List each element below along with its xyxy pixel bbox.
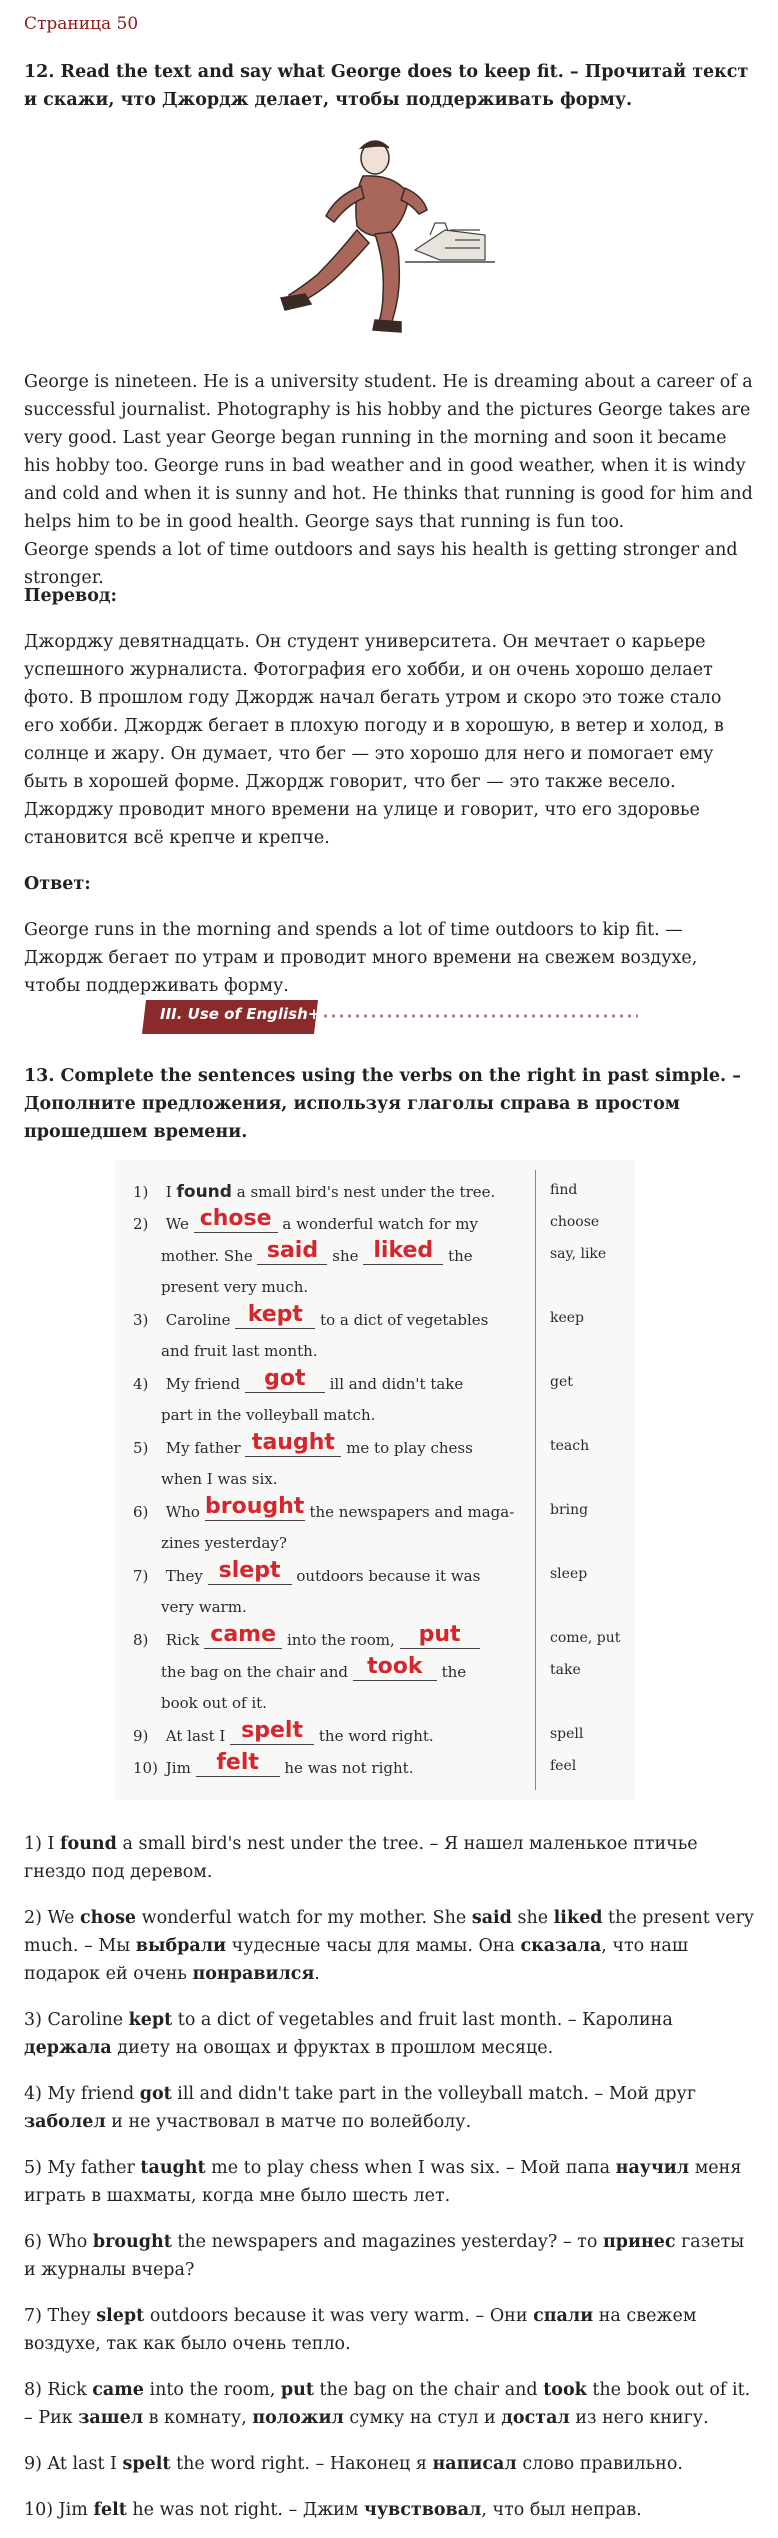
- answer-label: Ответ:: [24, 874, 91, 894]
- blank: [208, 1558, 292, 1585]
- answer-text: George runs in the morning and spends a lot of time outdoors to kip fit. — Джордж бегает по утрам и проводит много времени на свежем воздухе, чтобы поддерживать форму.: [24, 920, 698, 996]
- verb-hint: come, put: [550, 1630, 621, 1646]
- translation-text-2: Джорджу проводит много времени на улице и говорит, что его здоровье становится всё крепче и крепче.: [24, 800, 700, 848]
- exercise-row-4b: part in the volleyball match.: [161, 1406, 376, 1424]
- translation-text: Джорджу девятнадцать. Он студент университета. Он мечтает о карьере успешного журналиста. Фотография его хобби, и он очень хорошо делает фото. В прошлом году Джордж начал бегать утром и скоро это тоже стало его хобби. Джордж бегает в плохую погоду и в хорошую, в ветер и холод, в солнце и жару. Он думает, что бег — это хорошо для него и помогает ему быть в хорошей форме. Джордж говорит, что бег — это также весело.: [24, 632, 724, 792]
- verb-hint: find: [550, 1182, 578, 1198]
- exercise-row-6b: zines yesterday?: [161, 1534, 287, 1552]
- exercise-row-8: 8) Rick came into the room, put: [133, 1630, 533, 1649]
- answer-took: took: [367, 1654, 423, 1679]
- answer-put: put: [418, 1622, 461, 1647]
- exercise-row-3b: and fruit last month.: [161, 1342, 318, 1360]
- verb-hint: get: [550, 1374, 573, 1390]
- verb-hint: say, like: [550, 1246, 607, 1262]
- exercise-row-8c: book out of it.: [161, 1694, 267, 1712]
- answer-got: got: [264, 1366, 306, 1391]
- exercise-row-5b: when I was six.: [161, 1470, 278, 1488]
- exercise-row-2c: present very much.: [161, 1278, 309, 1296]
- answer-chose: chose: [199, 1206, 272, 1231]
- task12-text: George is nineteen. He is a university student. He is dreaming about a career of a successful journalist. Photography is his hobby and the pictures George takes are very good. Last year George began running in the morning and soon it became his hobby too. George runs in bad weather and in good weather, when it is windy and cold and when it is sunny and hot. He thinks that running is good for him and helps him to be in good health. George says that running is fun too.: [24, 372, 753, 532]
- verb-hint: sleep: [550, 1566, 588, 1582]
- answer-kept: kept: [247, 1302, 303, 1327]
- blank: [363, 1238, 443, 1265]
- answer-item-3: 3) Caroline kept to a dict of vegetables and fruit last month. – Каролина держала диету на овощах и фруктах в прошлом месяце.: [24, 2010, 673, 2058]
- exercise-row-8b: the bag on the chair and took the: [161, 1654, 467, 1681]
- blank: [230, 1718, 314, 1745]
- verb-hint: teach: [550, 1438, 590, 1454]
- answer-item-6: 6) Who brought the newspapers and magazines yesterday? – то принес газеты и журналы вчера?: [24, 2232, 745, 2280]
- verb-hint: choose: [550, 1214, 600, 1230]
- answer-item-7: 7) They slept outdoors because it was very warm. – Они спали на свежем воздухе, так как было очень тепло.: [24, 2306, 697, 2354]
- exercise-row-5: 5) My father taught me to play chess: [133, 1430, 473, 1457]
- answer-brought: brought: [205, 1494, 305, 1519]
- answer-slept: slept: [218, 1558, 281, 1583]
- answer-taught: taught: [251, 1430, 335, 1455]
- answer-found: found: [176, 1182, 232, 1202]
- answer-item-8: 8) Rick came into the room, put the bag on the chair and took the book out of it. – Рик зашел в комнату, положил сумку на стул и достал из него книгу.: [24, 2380, 751, 2428]
- exercise-row-7: 7) They slept outdoors because it was: [133, 1558, 481, 1585]
- blank: [204, 1622, 282, 1649]
- exercise-row-10: 10) Jim felt he was not right.: [133, 1750, 414, 1777]
- blank: [235, 1302, 315, 1329]
- exercise-row-6: 6) Who brought the newspapers and maga-: [133, 1494, 515, 1521]
- blank: [205, 1494, 305, 1521]
- task13-heading: 13. Complete the sentences using the verbs on the right in past simple. – Дополните предложения, используя глаголы справа в простом прошедшем времени.: [24, 1066, 741, 1142]
- verb-hint: spell: [550, 1726, 584, 1742]
- blank: [245, 1430, 341, 1457]
- blank: [353, 1654, 437, 1681]
- answer-liked: liked: [373, 1238, 434, 1263]
- answer-item-10: 10) Jim felt he was not right. – Джим чувствовал, что был неправ.: [24, 2500, 642, 2520]
- blank: [194, 1206, 278, 1233]
- answer-felt: felt: [216, 1750, 259, 1775]
- exercise-row-4: 4) My friend got ill and didn't take: [133, 1366, 464, 1393]
- blank: [245, 1366, 325, 1393]
- verb-hint: feel: [550, 1758, 577, 1774]
- answer-came: came: [210, 1622, 277, 1647]
- answer-item-1: 1) I found a small bird's nest under the tree. – Я нашел маленькое птичье гнездо под деревом.: [24, 1834, 698, 1882]
- translation-label: Перевод:: [24, 586, 117, 606]
- answer-said: said: [266, 1238, 319, 1263]
- exercise-row-1: 1) I found a small bird's nest under the tree.: [133, 1182, 496, 1202]
- answer-spelt: spelt: [241, 1718, 303, 1743]
- exercise-row-9: 9) At last I spelt the word right.: [133, 1718, 434, 1745]
- task12-heading: 12. Read the text and say what George does to keep fit. – Прочитай текст и скажи, что Джордж делает, чтобы поддерживать форму.: [24, 62, 749, 110]
- verb-hint: take: [550, 1662, 581, 1678]
- banner-label: III. Use of English+: [160, 1005, 321, 1023]
- verb-hint: keep: [550, 1310, 585, 1326]
- blank: [196, 1750, 280, 1777]
- exercise-row-2: 2) We chose a wonderful watch for my: [133, 1206, 478, 1233]
- answer-item-2: 2) We chose wonderful watch for my mother. She said she liked the present very much. – Мы выбрали чудесные часы для мамы. Она сказала, что наш подарок ей очень понравился.: [24, 1908, 754, 1984]
- task12-text-2: George spends a lot of time outdoors and says his health is getting stronger and stronger.: [24, 540, 738, 588]
- exercise-row-2b: mother. She said she liked the: [161, 1238, 473, 1265]
- page-number: Страница 50: [24, 14, 139, 34]
- exercise-row-7b: very warm.: [161, 1598, 247, 1616]
- running-man-illustration: [265, 130, 505, 345]
- verb-hint: bring: [550, 1502, 589, 1518]
- section-banner: [138, 994, 646, 1038]
- answer-item-9: 9) At last I spelt the word right. – Наконец я написал слово правильно.: [24, 2454, 683, 2474]
- blank: [400, 1622, 480, 1649]
- exercise-scan: [115, 1160, 635, 1800]
- exercise-row-3: 3) Caroline kept to a dict of vegetables: [133, 1302, 489, 1329]
- blank: [257, 1238, 327, 1265]
- answer-item-5: 5) My father taught me to play chess when I was six. – Мой папа научил меня играть в шахматы, когда мне было шесть лет.: [24, 2158, 742, 2206]
- answer-item-4: 4) My friend got ill and didn't take part in the volleyball match. – Мой друг заболел и не участвовал в матче по волейболу.: [24, 2084, 696, 2132]
